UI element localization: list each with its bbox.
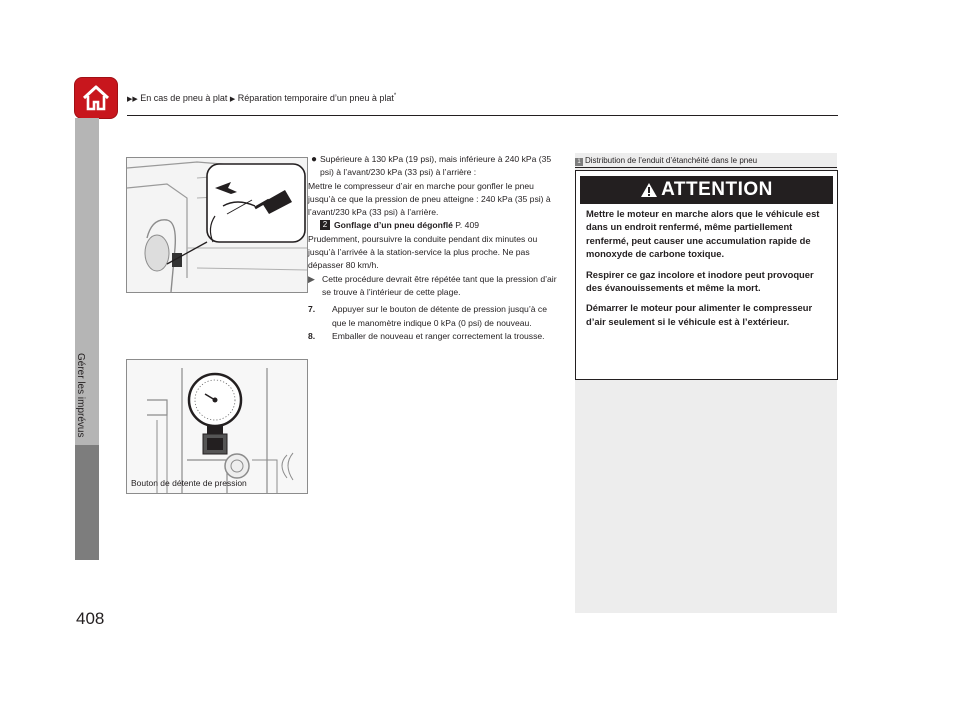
- step-number: 8.: [308, 330, 316, 341]
- step-item: [308, 303, 561, 330]
- note-text: Cette procédure devrait être répétée tant que la pression d’air se trouve à l’intérieur de cette plage.: [322, 273, 557, 297]
- breadcrumb-item[interactable]: Réparation temporaire d’un pneu à plat: [237, 93, 394, 103]
- step-text: Emballer de nouveau et ranger correctement la trousse.: [332, 330, 545, 341]
- breadcrumb-arrow-icon: ▶: [229, 96, 236, 103]
- chapter-tab-marker[interactable]: [75, 445, 99, 560]
- power-socket-drawing: [127, 158, 307, 292]
- illustration-power-socket: [126, 157, 308, 293]
- illustration-caption: Bouton de détente de pression: [131, 478, 247, 488]
- warning-body: [586, 207, 831, 335]
- note-triangle-icon: ▶: [308, 273, 315, 284]
- paragraph: Mettre le compresseur d’air en marche pour gonfler le pneu jusqu’à ce que la pression de pneu atteigne : 240 kPa (35 psi) à l’avant/230 kPa (33 psi) à l’arrière.: [308, 180, 551, 218]
- chapter-label: Gérer les imprévus: [75, 353, 86, 438]
- bullet-item: [308, 153, 561, 180]
- header-rule: [127, 115, 838, 116]
- home-icon: [81, 83, 111, 113]
- paragraph: Prudemment, poursuivre la conduite pendant dix minutes ou jusqu’à l’arrivée à la station-service la plus proche. Ne pas dépasser 80 km/h.: [308, 233, 538, 271]
- warning-paragraph: Mettre le moteur en marche alors que le véhicule est dans un endroit renfermé, même partiellement renfermé, peut causer une accumulation rapide de monoxyde de carbone toxique.: [586, 208, 820, 260]
- step-item: [308, 330, 561, 343]
- bullet-text: Supérieure à 130 kPa (19 psi), mais inférieure à 240 kPa (35 psi) à l’avant/230 kPa (33 psi) à l’arrière :: [320, 154, 552, 178]
- step-number: 7.: [308, 304, 316, 315]
- warning-title: ATTENTION: [661, 179, 773, 200]
- breadcrumb-arrow-icon: ▶▶: [127, 96, 138, 103]
- side-note-heading-text: Distribution de l’enduit d’étanchéité dans le pneu: [585, 156, 758, 165]
- warning-box: [575, 170, 838, 380]
- warning-header: [580, 176, 833, 204]
- breadcrumb-item[interactable]: En cas de pneu à plat: [140, 93, 228, 103]
- warning-triangle-icon: [640, 182, 658, 198]
- side-note-icon: 1: [575, 158, 583, 166]
- main-text-column: [308, 153, 561, 343]
- cross-reference-page[interactable]: P. 409: [455, 220, 480, 231]
- side-note-heading: [575, 156, 757, 166]
- warning-paragraph: Démarrer le moteur pour alimenter le compresseur d’air seulement si le véhicule est à l’extérieur.: [586, 302, 813, 327]
- home-button[interactable]: [75, 78, 117, 118]
- step-text: Appuyer sur le bouton de détente de pression jusqu’à ce que le manomètre indique 0 kPa (0 psi) de nouveau.: [332, 304, 547, 328]
- side-note-rule: [575, 167, 837, 168]
- note: [308, 273, 561, 300]
- cross-reference[interactable]: [308, 219, 561, 232]
- page-number: 408: [76, 609, 105, 628]
- warning-paragraph: Respirer ce gaz incolore et inodore peut provoquer des évanouissements et même la mort.: [586, 268, 814, 294]
- pressure-gauge-drawing: [127, 360, 307, 493]
- bullet-icon: ●: [310, 154, 318, 165]
- cross-reference-title[interactable]: Gonflage d’un pneu dégonflé: [334, 220, 453, 231]
- breadcrumb: [127, 93, 396, 103]
- cross-reference-icon: 2: [320, 220, 330, 230]
- footnote-mark: *: [393, 93, 397, 99]
- illustration-pressure-gauge: [126, 359, 308, 494]
